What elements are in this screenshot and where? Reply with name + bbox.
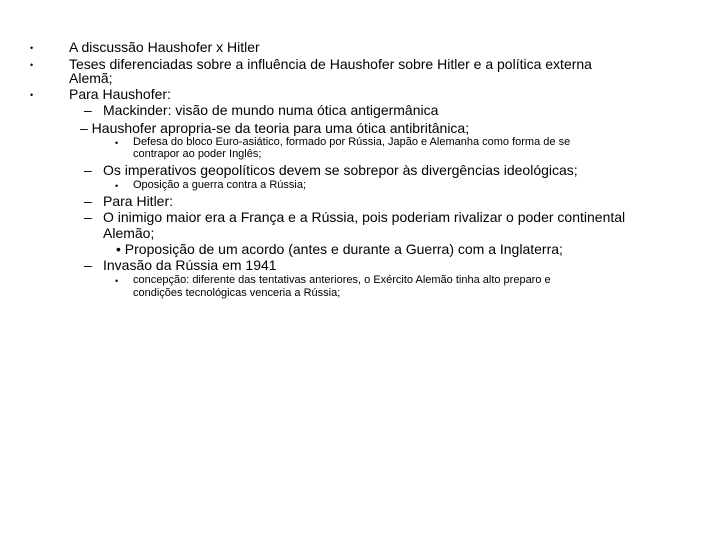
bullet-marker: •: [115, 138, 119, 148]
dash-marker: –: [84, 257, 92, 273]
dash-marker: –: [84, 102, 92, 118]
dash-marker: –: [84, 193, 92, 209]
sub-item-text: Invasão da Rússia em 1941: [103, 257, 277, 273]
sub-sub-item-text: Oposição a guerra contra a Rússia;: [133, 179, 307, 191]
sub-sub-item-text: Defesa do bloco Euro-asiático, formado por Rússia, Japão e Alemanha como forma de se: [133, 136, 571, 148]
sub-sub-item-text: concepção: diferente das tentativas anteriores, o Exército Alemão tinha alto preparo e: [133, 274, 551, 286]
sub-item-text: Os imperativos geopolíticos devem se sobrepor às divergências ideológicas;: [103, 162, 578, 178]
bullet-marker: •: [115, 181, 119, 191]
bullet-marker: •: [115, 276, 119, 286]
sub-item-text: O inimigo maior era a França e a Rússia, pois poderiam rivalizar o poder continental: [103, 209, 626, 225]
bullet-marker: •: [30, 60, 34, 70]
sub-sub-item-text-continuation: contrapor ao poder Inglês;: [133, 148, 262, 160]
bullet-text-continuation: Alemã;: [69, 70, 113, 86]
bullet-marker: •: [30, 90, 34, 100]
dash-marker: –: [84, 209, 92, 225]
sub-item-text: Para Hitler:: [103, 193, 174, 209]
sub-item-text: Mackinder: visão de mundo numa ótica antigermânica: [103, 102, 439, 118]
sub-item-text-continuation: Alemão;: [103, 225, 155, 241]
sub-item-text: – Haushofer apropria-se da teoria para uma ótica antibritânica;: [80, 120, 470, 136]
dash-marker: –: [84, 162, 92, 178]
sub-sub-item-text: • Proposição de um acordo (antes e durante a Guerra) com a Inglaterra;: [116, 241, 563, 257]
bullet-text: Para Haushofer:: [69, 86, 171, 102]
bullet-text: A discussão Haushofer x Hitler: [69, 39, 260, 55]
sub-sub-item-text-continuation: condições tecnológicas venceria a Rússia;: [133, 287, 341, 299]
bullet-text: Teses diferenciadas sobre a influência de Haushofer sobre Hitler e a política externa: [69, 56, 592, 72]
bullet-marker: •: [30, 43, 34, 53]
